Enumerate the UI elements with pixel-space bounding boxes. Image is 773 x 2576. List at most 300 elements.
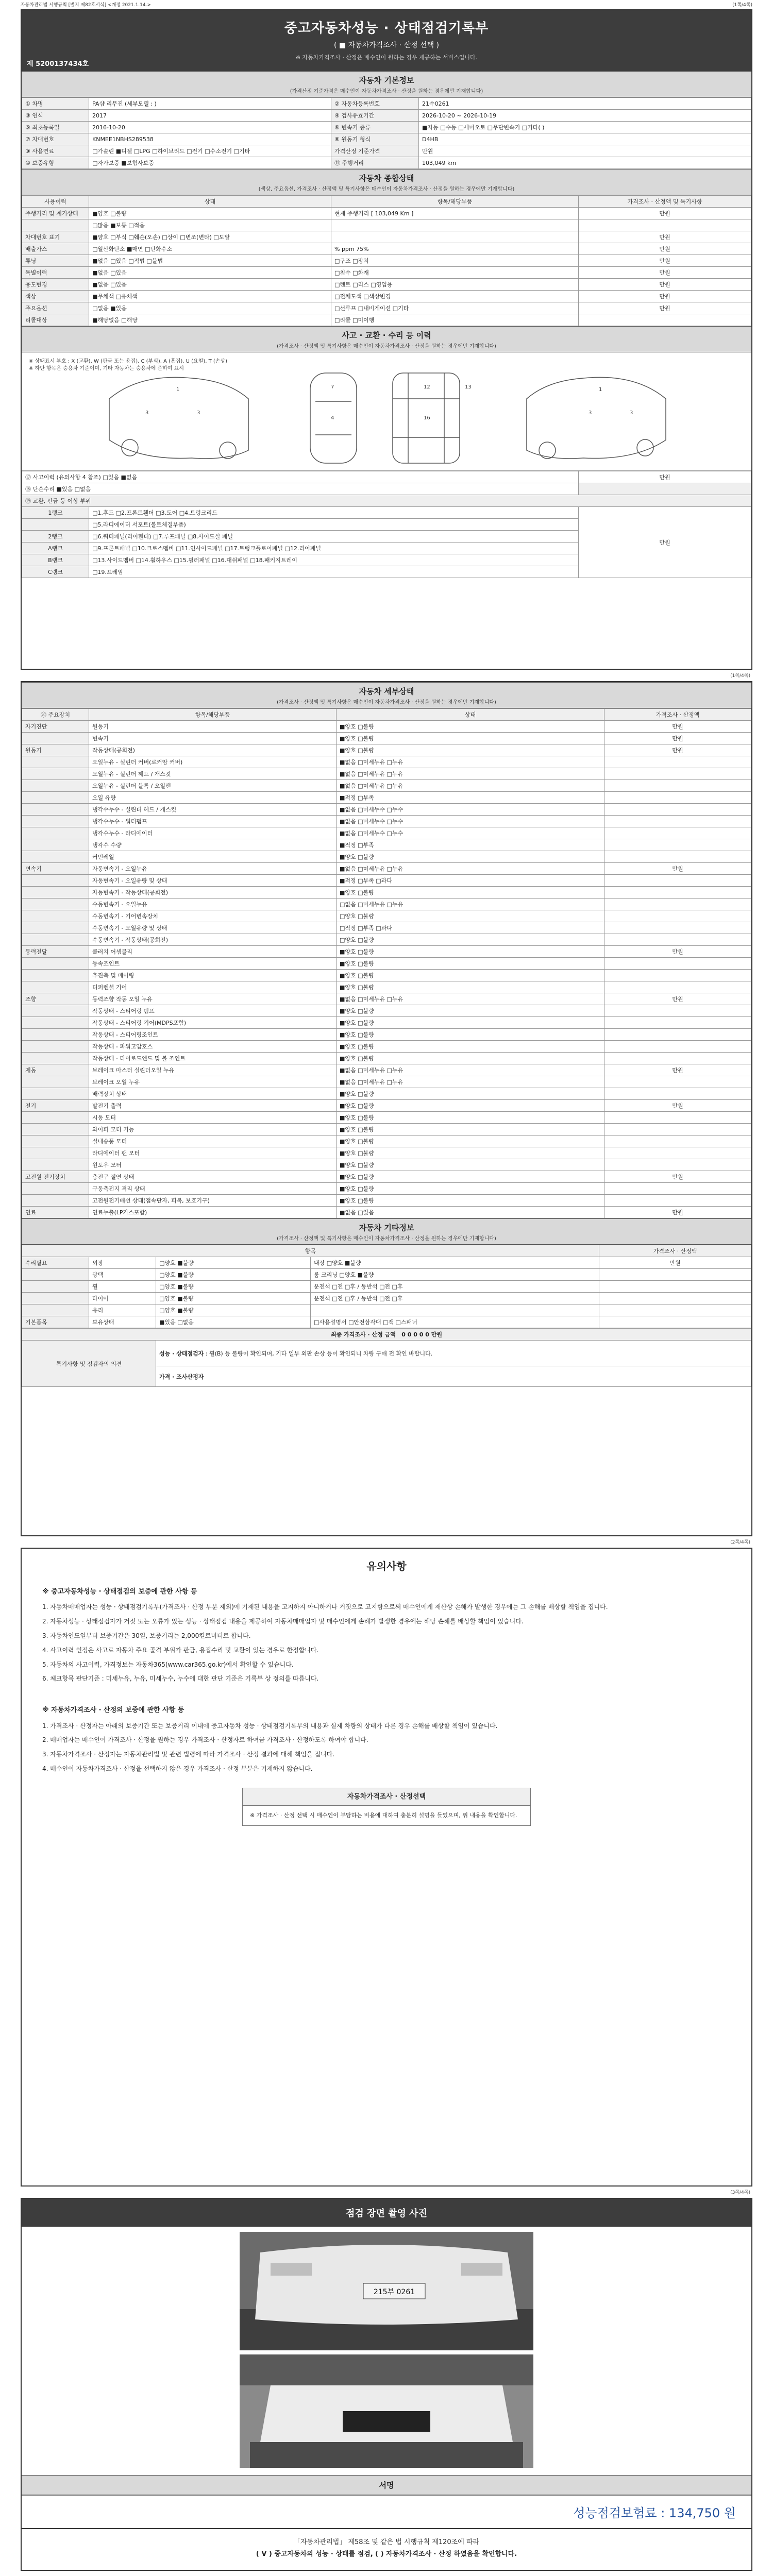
cell: □자가보증 ■보험사보증: [89, 157, 331, 169]
item-price: 만원: [579, 208, 751, 219]
appraisal-selection-box: [242, 1788, 531, 1826]
table-row: [22, 1041, 751, 1053]
item-state: ■없음 □있음: [89, 267, 331, 279]
item-state: □없음 ■있음: [89, 302, 331, 314]
cell: D4HB: [419, 133, 751, 145]
device-group: [22, 970, 89, 981]
part-name: 오일누유 - 실린더 헤드 / 개스킷: [89, 768, 337, 780]
table-row: [22, 827, 751, 839]
item-detail: [331, 219, 579, 231]
device-group: 자기진단: [22, 721, 89, 733]
part-price: [604, 780, 751, 792]
part-state: ■없음 □미세누유 □누유: [337, 756, 604, 768]
device-group: [22, 1053, 89, 1064]
part-price: [604, 1005, 751, 1017]
part-name: 고전원전기배선 상태(접속단자, 피복, 보호기구): [89, 1195, 337, 1207]
group-name: [22, 1269, 89, 1281]
part-state: ■양호 □불량: [337, 1124, 604, 1136]
table-row: [22, 495, 751, 507]
table-row: [22, 1005, 751, 1017]
item-state: □양호 ■불량: [156, 1293, 311, 1304]
cell: ⑦ 차대번호: [22, 133, 89, 145]
item-state: □양호 ■불량: [156, 1269, 311, 1281]
part-price: [604, 792, 751, 804]
item-price: 만원: [579, 291, 751, 302]
item-price: [599, 1269, 751, 1281]
part-state: ■양호 □불량: [337, 1029, 604, 1041]
document-title: 중고자동차성능 · 상태점검기록부: [284, 21, 489, 36]
accident-history-subtitle: (가격조사 · 산정액 및 특기사항은 매수인이 자동차가격조사 · 산정을 원하는 경우에만 기재합니다): [22, 342, 751, 352]
item-detail: 내장 □양호 ■불량: [311, 1257, 599, 1269]
part-price: 만원: [604, 993, 751, 1005]
device-group: 조향: [22, 993, 89, 1005]
rank-items: □9.프론트패널 □10.크로스멤버 □11.인사이드패널 □17.트렁크플로어패널 □12.리어패널: [89, 543, 579, 554]
table-row: [22, 804, 751, 816]
rank-label: A랭크: [22, 543, 89, 554]
svg-text:1: 1: [176, 387, 180, 393]
table-row: [22, 507, 751, 519]
svg-text:12: 12: [424, 384, 430, 390]
part-name: 작동상태(공회전): [89, 744, 337, 756]
table-row: [22, 887, 751, 899]
item-price: 만원: [579, 267, 751, 279]
table-row: [22, 255, 751, 267]
part-name: 냉각수누수 - 실린더 헤드 / 개스킷: [89, 804, 337, 816]
device-group: [22, 887, 89, 899]
rank-label: 1랭크: [22, 507, 89, 519]
device-group: [22, 1005, 89, 1017]
column-header: 상태: [337, 709, 604, 721]
table-row: [22, 1304, 751, 1316]
device-group: [22, 1017, 89, 1029]
group-name: [22, 1304, 89, 1316]
basic-info-subtitle: (가격산정 기준가격은 매수인이 자동차가격조사 · 산정을 원하는 경우에만 기재합니다): [22, 87, 751, 97]
part-price: [604, 899, 751, 910]
table-row: [22, 816, 751, 827]
part-state: ■양호 □불량: [337, 1041, 604, 1053]
item-name: 유리: [89, 1304, 156, 1316]
cell: ① 차명: [22, 98, 89, 110]
notice-heading-1: ※ 중고자동차성능 · 상태점검의 보증에 관한 사항 등: [42, 1588, 197, 1596]
appraisal-selection-title: 자동차가격조사 · 산정선택: [243, 1788, 530, 1806]
part-price: [604, 1029, 751, 1041]
part-price: [604, 804, 751, 816]
part-name: 발전기 출력: [89, 1100, 337, 1112]
item-name: [22, 219, 89, 231]
part-name: 브레이크 오일 누유: [89, 1076, 337, 1088]
rank-label: 2랭크: [22, 531, 89, 543]
part-state: ■없음 □미세누유 □누유: [337, 780, 604, 792]
device-group: 동력전달: [22, 946, 89, 958]
part-state: ■없음 □미세누유 □누유: [337, 993, 604, 1005]
part-price: [604, 934, 751, 946]
part-name: 배력장치 상태: [89, 1088, 337, 1100]
device-group: [22, 875, 89, 887]
table-header-row: [22, 196, 751, 208]
column-header: 가격조사 · 산정액: [599, 1245, 751, 1257]
item-name: 주행거리 및 계기상태: [22, 208, 89, 219]
table-row: [22, 302, 751, 314]
column-header: 항목/해당부품: [331, 196, 579, 208]
notice-paragraph: 5. 자동차의 사고이력, 가격정보는 자동차365(www.car365.go.kr)에서 확인할 수 있습니다.: [42, 1660, 294, 1668]
part-state: ■없음 □미세누유 □누유: [337, 863, 604, 875]
item-price: 만원: [579, 231, 751, 243]
table-row: [22, 219, 751, 231]
table-row: [22, 1100, 751, 1112]
item-name: 색상: [22, 291, 89, 302]
price-cell: 만원: [579, 471, 751, 483]
part-name: 변속기: [89, 733, 337, 744]
rank-label: B랭크: [22, 554, 89, 566]
part-state: ■양호 □불량: [337, 1053, 604, 1064]
part-price: [604, 1088, 751, 1100]
item-state: ■있음 □없음: [156, 1316, 311, 1328]
document-note: ※ 자동차가격조사 · 산정은 매수인이 원하는 경우 제공하는 서비스입니다.: [295, 54, 478, 61]
part-name: 연료누출(LP가스포함): [89, 1207, 337, 1218]
cell: ② 자동차등록번호: [331, 98, 419, 110]
part-state: ■양호 □불량: [337, 1017, 604, 1029]
insurance-fee: 성능점검보험료 : 134,750 원: [22, 2495, 751, 2528]
part-price: [604, 816, 751, 827]
notice-paragraph: 4. 사고이력 인정은 사고로 자동차 주요 골격 부위가 판금, 용접수리 및 교환이 있는 경우로 한정합니다.: [42, 1646, 319, 1654]
table-row: [22, 899, 751, 910]
item-detail: 운전석 □전 □후 / 동반석 □전 □후: [311, 1281, 599, 1293]
column-header: 가격조사 · 산정액: [604, 709, 751, 721]
part-name: 원동기: [89, 721, 337, 733]
item-state: □양호 ■불량: [156, 1304, 311, 1316]
rank-items: □6.쿼터패널(리어휀더) □7.루프패널 □8.사이드실 패널: [89, 531, 579, 543]
item-state: ■양호 □불량: [89, 208, 331, 219]
table-row: [22, 1147, 751, 1159]
part-state: ■양호 □불량: [337, 721, 604, 733]
detail-status-table: [22, 708, 751, 1218]
column-header: 사용이력: [22, 196, 89, 208]
table-row: [22, 733, 751, 744]
device-group: [22, 1195, 89, 1207]
cell: 2017: [89, 110, 331, 122]
rank-label: C랭크: [22, 566, 89, 578]
final-price-table: [22, 1328, 751, 1387]
notice-paragraph: 3. 자동차인도일부터 보증기간은 30일, 보증거리는 2,000킬로미터로 합니다.: [42, 1632, 251, 1640]
item-name: 외장: [89, 1257, 156, 1269]
table-row: [22, 1195, 751, 1207]
part-price: [604, 1053, 751, 1064]
repair-row: ⑱ 단순수리 ■있음 □없음: [22, 483, 579, 495]
cell: 만원: [419, 145, 751, 157]
part-name: 수동변속기 - 오일유량 및 상태: [89, 922, 337, 934]
svg-text:13: 13: [465, 384, 472, 390]
car-damage-diagram: [22, 352, 751, 471]
table-row: [22, 314, 751, 326]
item-detail: □렌트 □리스 □영업용: [331, 279, 579, 291]
table-row: [22, 780, 751, 792]
part-price: [604, 981, 751, 993]
part-name: 브레이크 마스터 실린더오일 누유: [89, 1064, 337, 1076]
table-row: [22, 756, 751, 768]
signature-title: 서명: [22, 2475, 751, 2495]
device-group: [22, 804, 89, 816]
inspection-photo-lift: [240, 2354, 533, 2468]
part-state: ■없음 □미세누수 □누수: [337, 816, 604, 827]
part-price: 만원: [604, 1100, 751, 1112]
part-name: 작동상태 - 타이로드엔드 및 볼 조인트: [89, 1053, 337, 1064]
part-price: 만원: [604, 744, 751, 756]
part-price: [604, 839, 751, 851]
rank-items: □1.후드 □2.프론트휀더 □3.도어 □4.트렁크리드: [89, 507, 579, 519]
part-state: ■양호 □불량: [337, 744, 604, 756]
part-name: 냉각수누수 - 라디에이터: [89, 827, 337, 839]
table-row: [22, 1183, 751, 1195]
part-state: ■없음 □있음: [337, 1207, 604, 1218]
table-row: [22, 970, 751, 981]
table-row: [22, 768, 751, 780]
appraisal-selection-text: ※ 가격조사 · 산정 선택 시 매수인이 부담하는 비용에 대하여 충분히 설명을 들었으며, 위 내용을 확인합니다.: [250, 1812, 517, 1819]
item-state: ■없음 □있음: [89, 279, 331, 291]
inspector-label: 성능 · 상태점검자: [159, 1350, 204, 1357]
part-state: □적정 □부족 □과다: [337, 922, 604, 934]
table-row: [22, 243, 751, 255]
table-row: [22, 98, 751, 110]
column-header: 가격조사 · 산정액 및 특기사항: [579, 196, 751, 208]
item-detail: □전체도색 □색상변경: [331, 291, 579, 302]
notice-heading-2: ※ 자동차가격조사 · 산정의 보증에 관한 사항 등: [42, 1706, 184, 1715]
cell: ■자동 □수동 □세미오토 □무단변속기 □기타( ): [419, 122, 751, 133]
table-row: [22, 958, 751, 970]
table-row: [22, 1207, 751, 1218]
part-state: □양호 □불량: [337, 910, 604, 922]
remarks-title: 특기사항 및 점검자의 의견: [22, 1341, 156, 1387]
item-state: ■양호 □부식 □훼손(오손) □상이 □변조(변타) □도말: [89, 231, 331, 243]
table-row: [22, 1064, 751, 1076]
notice-section: [22, 1549, 751, 1840]
part-price: [604, 1112, 751, 1124]
svg-text:3: 3: [589, 410, 592, 416]
table-row: [22, 839, 751, 851]
table-row: [22, 946, 751, 958]
part-price: [604, 851, 751, 863]
notice-paragraph: 1. 자동차매매업자는 성능 · 상태점검기록부(가격조사 · 산정 부분 제외)에 기재된 내용을 고지하지 아니하거나 거짓으로 고지함으로써 매수인에게 재산상 손해가 발생한 경우에는 그 손해를 배상할 책임을 집니다.: [42, 1603, 608, 1611]
table-row: [22, 231, 751, 243]
table-row: [22, 1281, 751, 1293]
table-row: [22, 1112, 751, 1124]
part-state: ■없음 □미세누유 □누유: [337, 768, 604, 780]
rank-items: □5.라디에이터 서포트(볼트체결부품): [89, 519, 579, 531]
svg-text:3: 3: [630, 410, 633, 416]
item-detail: 룸 크리닝 □양호 ■불량: [311, 1269, 599, 1281]
table-row: [22, 471, 751, 483]
item-name: 용도변경: [22, 279, 89, 291]
group-name: 기본품목: [22, 1316, 89, 1328]
part-price: [604, 1159, 751, 1171]
table-row: [22, 279, 751, 291]
part-name: 등속조인트: [89, 958, 337, 970]
table-row: [22, 1053, 751, 1064]
part-price: [604, 1136, 751, 1147]
car-front-photo: [240, 2232, 533, 2350]
part-name: 수동변속기 - 작동상태(공회전): [89, 934, 337, 946]
device-group: [22, 1159, 89, 1171]
item-name: 주요옵션: [22, 302, 89, 314]
table-row: [22, 934, 751, 946]
item-detail: □리콜 □미이행: [331, 314, 579, 326]
cell: ④ 검사유효기간: [331, 110, 419, 122]
cell: ⑥ 변속기 종류: [331, 122, 419, 133]
cell: KNMEE1NBHS289538: [89, 133, 331, 145]
group-name: [22, 1293, 89, 1304]
detail-status-subtitle: (가격조사 · 산정액 및 특기사항은 매수인이 자동차가격조사 · 산정을 원하는 경우에만 기재합니다): [22, 698, 751, 708]
table-row: [22, 1159, 751, 1171]
overall-status-subtitle: (색상, 주요옵션, 가격조사 · 산정액 및 특기사항은 매수인이 자동차가격조사 · 산정을 원하는 경우에만 기재합니다): [22, 184, 751, 195]
device-group: [22, 910, 89, 922]
part-price: 만원: [604, 733, 751, 744]
inspector-remarks: 휠(B) 등 불량이 확인되며, 기타 일부 외판 손상 등이 확인되니 차량 구매 전 확인 바랍니다.: [209, 1350, 433, 1357]
part-name: 오일누유 - 실린더 커버(로커암 커버): [89, 756, 337, 768]
part-name: 작동상태 - 스티어링 펌프: [89, 1005, 337, 1017]
table-row: [22, 1076, 751, 1088]
item-detail: □침수 □화재: [331, 267, 579, 279]
legend-text: ※ 상태표시 부호 : X (교환), W (판금 또는 용접), C (부식), A (흠집), U (요철), T (손상): [29, 359, 228, 364]
item-price: 만원: [599, 1257, 751, 1269]
table-row: [22, 1293, 751, 1304]
part-state: ■없음 □미세누유 □누유: [337, 1064, 604, 1076]
car-lift-photo: [240, 2354, 533, 2468]
page-3: [21, 1548, 752, 2187]
item-state: □양호 ■불량: [156, 1257, 311, 1269]
part-state: ■양호 □불량: [337, 970, 604, 981]
table-row: [22, 1269, 751, 1281]
part-state: ■적정 □부족 □과다: [337, 875, 604, 887]
cell: PA샵 리무진 (세부모델 : ): [89, 98, 331, 110]
part-state: ■양호 □불량: [337, 1100, 604, 1112]
item-detail: [331, 231, 579, 243]
part-state: ■없음 □미세누수 □누수: [337, 804, 604, 816]
item-detail: % ppm 75%: [331, 243, 579, 255]
cell: 2026-10-20 ~ 2026-10-19: [419, 110, 751, 122]
item-price: [599, 1281, 751, 1293]
svg-text:3: 3: [145, 410, 149, 416]
part-state: ■양호 □불량: [337, 733, 604, 744]
form-reference: 자동차관리법 시행규칙 [별지 제82호서식] <개정 2021.1.14.>: [21, 3, 152, 8]
part-price: [604, 1147, 751, 1159]
device-group: 고전원 전기장치: [22, 1171, 89, 1183]
table-row: 특기사항 및 점검자의 의견 성능 · 상태점검자 : 휠(B) 등 불량이 확인되며, 기타 일부 외판 손상 등이 확인되니 차량 구매 전 확인 바랍니다.: [22, 1341, 751, 1366]
item-name: 휠: [89, 1281, 156, 1293]
part-name: 충전구 절연 상태: [89, 1171, 337, 1183]
other-info-table: [22, 1245, 751, 1328]
table-row: [22, 1029, 751, 1041]
device-group: [22, 827, 89, 839]
table-row: [22, 744, 751, 756]
device-group: [22, 1147, 89, 1159]
part-state: ■양호 □불량: [337, 946, 604, 958]
part-price: [604, 1183, 751, 1195]
device-group: [22, 851, 89, 863]
cell: □가솔린 ■디젤 □LPG □하이브리드 □전기 □수소전기 □기타: [89, 145, 331, 157]
part-name: 윈도우 모터: [89, 1159, 337, 1171]
cell: ⑩ 보증유형: [22, 157, 89, 169]
part-name: 시동 모터: [89, 1112, 337, 1124]
part-state: ■적정 □부족: [337, 792, 604, 804]
part-name: 커먼레일: [89, 851, 337, 863]
overall-status-title: 자동차 종합상태: [22, 169, 751, 184]
group-name: 수리필요: [22, 1257, 89, 1269]
notice-paragraph: 3. 자동차가격조사 · 산정자는 자동차관리법 및 관련 법령에 따라 가격조사 · 산정 결과에 대해 책임을 집니다.: [42, 1751, 334, 1758]
device-group: [22, 1041, 89, 1053]
notice-paragraph: 2. 자동차성능 · 상태점검자가 거짓 또는 오류가 있는 성능 · 상태점검 내용을 제공하여 자동차매매업자 및 매수인에게 손해가 발생한 경우에는 해당 손해를 배상할 책임이 있습니다.: [42, 1618, 524, 1625]
document-header: [22, 10, 751, 71]
rank-items: □19.프레임: [89, 566, 579, 578]
cell: ⑧ 원동기 형식: [331, 133, 419, 145]
item-state: ■무채색 □유채색: [89, 291, 331, 302]
part-state: ■없음 □미세누유 □누유: [337, 1076, 604, 1088]
item-name: 차대번호 표기: [22, 231, 89, 243]
item-name: 타이어: [89, 1293, 156, 1304]
part-price: [604, 756, 751, 768]
item-state: ■해당없음 □해당: [89, 314, 331, 326]
part-state: ■양호 □불량: [337, 958, 604, 970]
part-name: 작동상태 - 스티어링 기어(MDPS포함): [89, 1017, 337, 1029]
other-info-subtitle: (가격조사 · 산정액 및 특기사항은 매수인이 자동차가격조사 · 산정을 원하는 경우에만 기재합니다): [22, 1234, 751, 1245]
part-state: ■양호 □불량: [337, 1136, 604, 1147]
svg-text:7: 7: [331, 384, 334, 390]
part-name: 오일누유 - 실린더 블록 / 오일팬: [89, 780, 337, 792]
page-footer: (3쪽/4쪽): [730, 2190, 750, 2195]
overall-status-table: [22, 195, 751, 326]
device-group: [22, 922, 89, 934]
svg-text:3: 3: [197, 410, 200, 416]
cell: 가격산정 기준가격: [331, 145, 419, 157]
device-group: [22, 958, 89, 970]
part-price: [604, 1041, 751, 1053]
table-row: [22, 875, 751, 887]
svg-text:1: 1: [599, 387, 602, 393]
notice-paragraph: 6. 체크항목 판단기준 : 미세누유, 누유, 미세누수, 누수에 대한 판단 기준은 기록부 상 정의를 따릅니다.: [42, 1675, 319, 1683]
part-name: 자동변속기 - 오일유량 및 상태: [89, 875, 337, 887]
table-row: [22, 981, 751, 993]
part-price: [604, 1195, 751, 1207]
part-name: 디퍼렌셜 기어: [89, 981, 337, 993]
device-group: [22, 780, 89, 792]
device-group: [22, 1124, 89, 1136]
part-name: 실내송풍 모터: [89, 1136, 337, 1147]
cell: ③ 연식: [22, 110, 89, 122]
item-detail: □구조 □장치: [331, 255, 579, 267]
table-row: [22, 291, 751, 302]
device-group: [22, 1136, 89, 1147]
item-detail: □선루프 □내비게이션 □기타: [331, 302, 579, 314]
part-state: □없음 □미세누유 □누유: [337, 899, 604, 910]
final-price-title: [22, 1329, 751, 1341]
device-group: [22, 981, 89, 993]
part-name: 수동변속기 - 오일누유: [89, 899, 337, 910]
device-group: [22, 1183, 89, 1195]
part-price: [604, 875, 751, 887]
item-detail: □사용설명서 □안전삼각대 □잭 □스패너: [311, 1316, 599, 1328]
part-name: 추진축 및 베어링: [89, 970, 337, 981]
item-state: ■없음 □있음 □적법 □불법: [89, 255, 331, 267]
confirmation-footer: [22, 2528, 751, 2568]
table-row: [22, 483, 751, 495]
part-price: [604, 1017, 751, 1029]
part-name: 동력조향 작동 오일 누유: [89, 993, 337, 1005]
part-price: 만원: [604, 946, 751, 958]
device-group: [22, 733, 89, 744]
notice-paragraph: 4. 매수인이 자동차가격조사 · 산정을 선택하지 않은 경우 가격조사 · 산정 부분은 기재하지 않습니다.: [42, 1765, 313, 1773]
part-state: ■양호 □불량: [337, 887, 604, 899]
part-state: ■양호 □불량: [337, 1195, 604, 1207]
item-price: 만원: [579, 302, 751, 314]
device-group: [22, 816, 89, 827]
